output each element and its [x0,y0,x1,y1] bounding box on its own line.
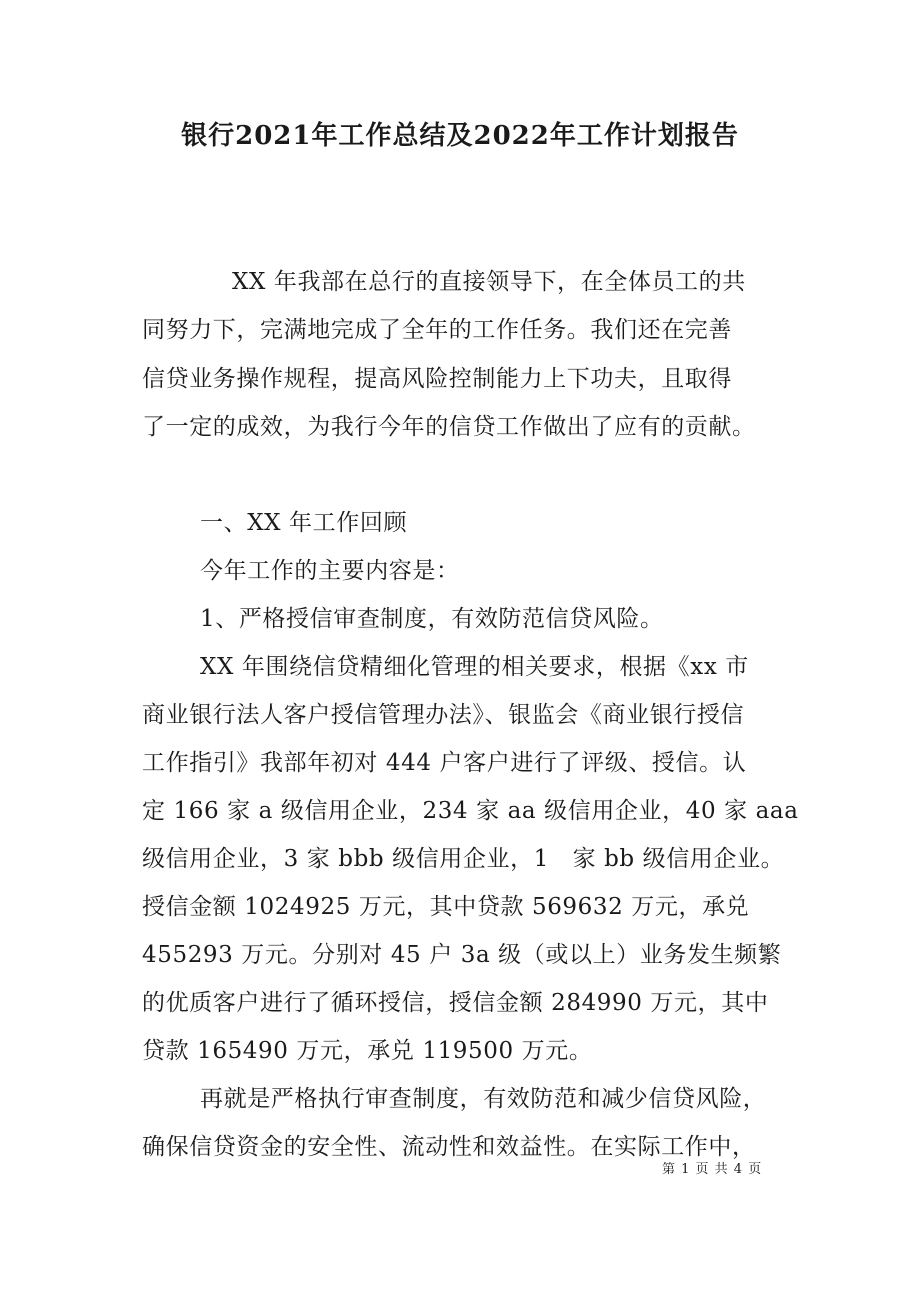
paragraph-line: 了一定的成效，为我行今年的信贷工作做出了应有的贡献。 [142,414,756,440]
paragraph-line: XX 年我部在总行的直接领导下，在全体员工的共 [232,269,746,295]
paragraph-line: 确保信贷资金的安全性、流动性和效益性。在实际工作中， [142,1134,756,1160]
paragraph-line: 商业银行法人客户授信管理办法》、银监会《商业银行授信 [142,702,745,728]
paragraph-line: XX 年围绕信贷精细化管理的相关要求，根据《xx 市 [200,654,749,680]
section-heading: 一、XX 年工作回顾 [200,510,408,536]
paragraph-line: 贷款 165490 万元，承兑 119500 万元。 [142,1038,593,1064]
paragraph-line: 同努力下，完满地完成了全年的工作任务。我们还在完善 [142,317,732,343]
paragraph-line: 授信金额 1024925 万元，其中贷款 569632 万元，承兑 [142,894,750,920]
paragraph-line: 的优质客户进行了循环授信，授信金额 284990 万元，其中 [142,990,769,1016]
document-title: 银行2021年工作总结及2022年工作计划报告 [181,121,739,151]
paragraph-line: 级信用企业，3 家 bbb 级信用企业，1 家 bb 级信用企业。 [142,846,785,872]
paragraph-line: 今年工作的主要内容是： [200,558,460,584]
paragraph-line: 455293 万元。分别对 45 户 3a 级（或以上）业务发生频繁 [142,942,782,968]
paragraph-line: 工作指引》我部年初对 444 户客户进行了评级、授信。认 [142,750,747,776]
list-item-heading: 1、严格授信审查制度，有效防范信贷风险。 [200,606,664,632]
paragraph-line: 定 166 家 a 级信用企业，234 家 aa 级信用企业，40 家 aaa [142,798,799,824]
paragraph-line: 信贷业务操作规程，提高风险控制能力上下功夫，且取得 [142,366,732,392]
paragraph-line: 再就是严格执行审查制度，有效防范和减少信贷风险， [200,1086,767,1112]
page-number-footer: 第 1 页 共 4 页 [662,1162,763,1177]
